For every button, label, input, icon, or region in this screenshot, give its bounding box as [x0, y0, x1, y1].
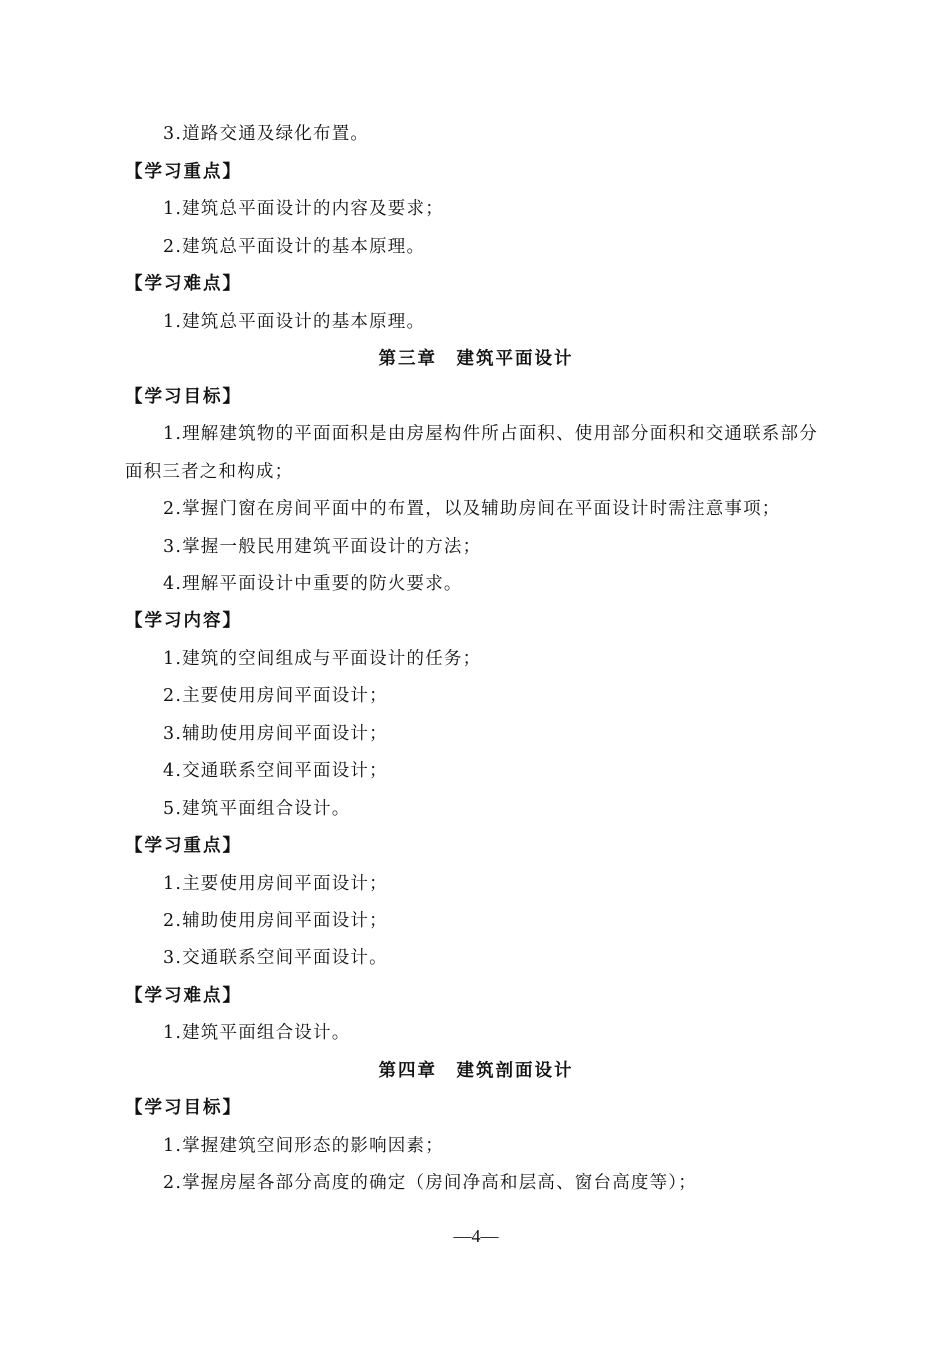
list-item: 1.建筑平面组合设计。: [163, 1023, 351, 1043]
list-item: 2.掌握房屋各部分高度的确定（房间净高和层高、窗台高度等）；: [163, 1173, 697, 1193]
section-heading: 【学习难点】: [125, 986, 242, 1006]
list-item: 2.掌握门窗在房间平面中的布置，以及辅助房间在平面设计时需注意事项；: [163, 499, 781, 519]
list-item: 3.辅助使用房间平面设计；: [163, 724, 388, 744]
list-item: 1.理解建筑物的平面面积是由房屋构件所占面积、使用部分面积和交通联系部分: [163, 424, 818, 444]
section-heading: 【学习难点】: [125, 274, 242, 294]
list-item: 1.建筑总平面设计的内容及要求；: [163, 199, 444, 219]
list-item: 3.交通联系空间平面设计。: [163, 948, 388, 968]
section-heading: 【学习重点】: [125, 836, 242, 856]
section-heading: 【学习内容】: [125, 611, 242, 631]
chapter-title: 第三章 建筑平面设计: [378, 349, 574, 369]
list-item: 1.建筑的空间组成与平面设计的任务；: [163, 649, 482, 669]
list-item: 3.道路交通及绿化布置。: [163, 124, 370, 144]
list-item: 5.建筑平面组合设计。: [163, 799, 351, 819]
list-item: 2.主要使用房间平面设计；: [163, 686, 388, 706]
list-item: 2.辅助使用房间平面设计；: [163, 911, 388, 931]
section-heading: 【学习重点】: [125, 162, 242, 182]
section-heading: 【学习目标】: [125, 1098, 242, 1118]
list-item-continuation: 面积三者之和构成；: [125, 462, 294, 482]
page-number: —4—: [453, 1226, 499, 1246]
list-item: 1.主要使用房间平面设计；: [163, 874, 388, 894]
list-item: 4.理解平面设计中重要的防火要求。: [163, 574, 463, 594]
chapter-title: 第四章 建筑剖面设计: [378, 1061, 574, 1081]
list-item: 2.建筑总平面设计的基本原理。: [163, 237, 426, 257]
list-item: 3.掌握一般民用建筑平面设计的方法；: [163, 537, 482, 557]
list-item: 4.交通联系空间平面设计；: [163, 761, 388, 781]
list-item: 1.掌握建筑空间形态的影响因素；: [163, 1136, 444, 1156]
list-item: 1.建筑总平面设计的基本原理。: [163, 312, 426, 332]
section-heading: 【学习目标】: [125, 387, 242, 407]
